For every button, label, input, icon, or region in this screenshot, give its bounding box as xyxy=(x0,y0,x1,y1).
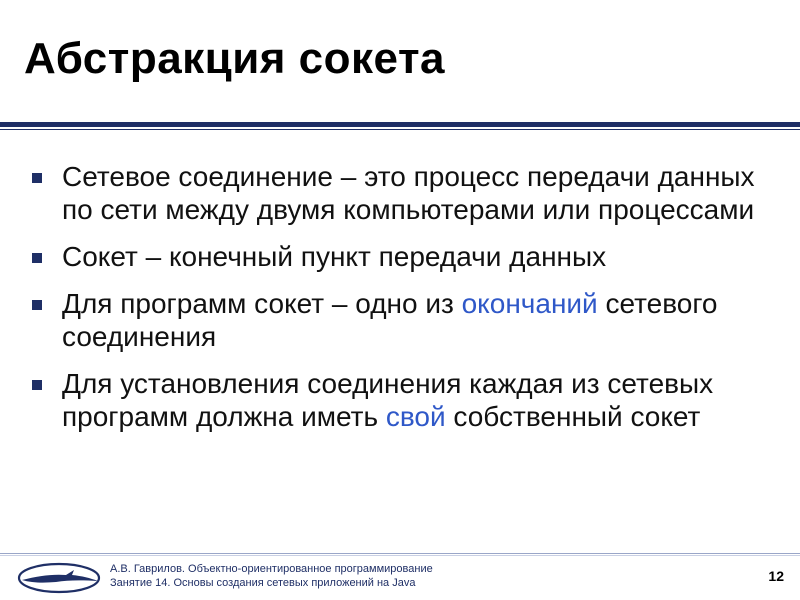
title-divider-thin xyxy=(0,129,800,130)
footer-author-course: А.В. Гаврилов. Объектно-ориентированное программирование xyxy=(110,563,433,575)
bullet-text-part: Сокет – конечный пункт передачи данных xyxy=(62,241,607,272)
bullet-item xyxy=(24,240,784,273)
bullet-item xyxy=(24,160,784,226)
bullet-text xyxy=(62,160,784,226)
page-number: 12 xyxy=(768,568,784,584)
bullet-text xyxy=(62,240,784,273)
bullet-square-icon xyxy=(32,173,42,183)
footer-divider-thin xyxy=(0,555,800,556)
bullet-text xyxy=(62,367,784,433)
bullet-text-part: сетевого соединения xyxy=(62,288,718,352)
slide-title: Абстракция сокета xyxy=(24,34,445,83)
bullet-square-icon xyxy=(32,300,42,310)
bullet-text-part: Сетевое соединение – это процесс передачи данных по сети между двумя компьютерами или процессами xyxy=(62,161,755,225)
bullet-square-icon xyxy=(32,380,42,390)
bullet-text xyxy=(62,287,784,353)
bullet-list xyxy=(24,160,784,447)
bullet-accent-word: окончаний xyxy=(461,288,598,319)
title-divider xyxy=(0,122,800,127)
footer-text xyxy=(110,562,433,590)
bullet-item xyxy=(24,367,784,433)
course-logo-icon xyxy=(16,560,102,596)
bullet-text-part: собственный сокет xyxy=(445,401,701,432)
footer-lesson: Занятие 14. Основы создания сетевых приложений на Java xyxy=(110,577,416,589)
bullet-item xyxy=(24,287,784,353)
bullet-text-part: Для программ сокет – одно из xyxy=(62,288,462,319)
bullet-accent-word: свой xyxy=(385,401,446,432)
bullet-square-icon xyxy=(32,253,42,263)
bullet-text-part: Для установления соединения каждая из сетевых программ должна иметь xyxy=(62,368,714,432)
footer-divider xyxy=(0,553,800,554)
